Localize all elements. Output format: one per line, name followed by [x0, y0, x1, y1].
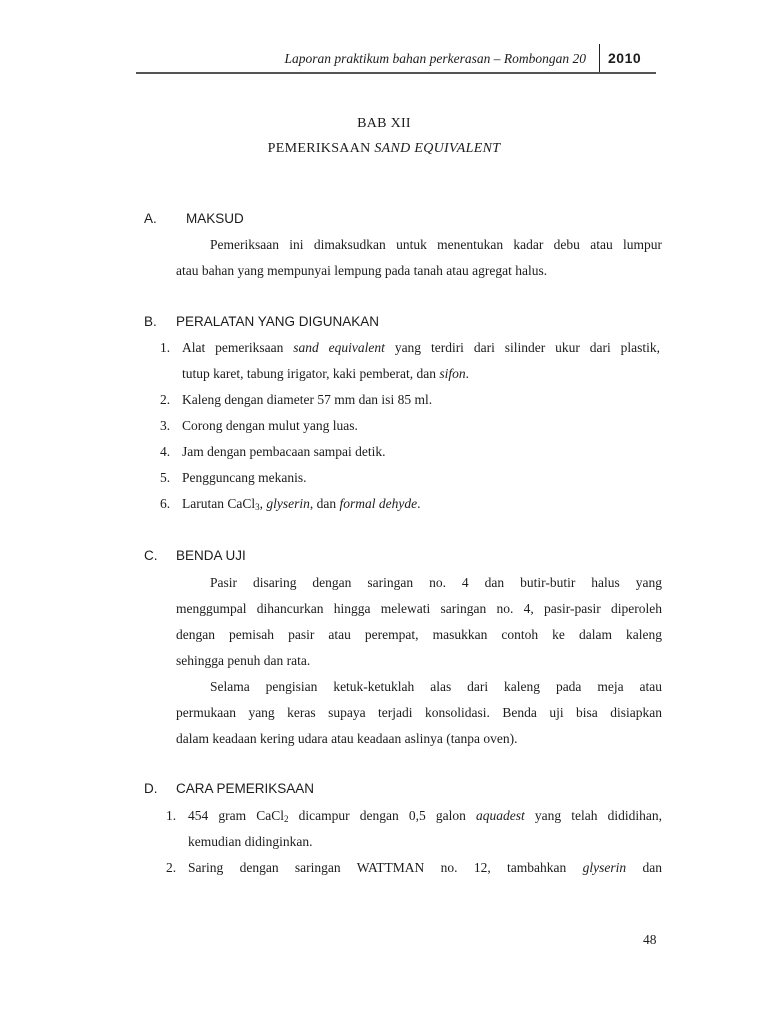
list-number: 1. [160, 340, 171, 355]
list-item: Pengguncang mekanis. [182, 470, 307, 485]
list-item-text: Larutan CaCl [182, 496, 256, 511]
header-title: Laporan praktikum bahan perkerasan – Rombongan 20 [284, 51, 586, 66]
list-number: 2. [160, 392, 171, 407]
list-item-continuation [182, 366, 469, 382]
paragraph-line: menggumpal dihancurkan hingga melewati saringan no. 4, pasir-pasir diperoleh [176, 601, 662, 616]
header-separator [599, 44, 600, 72]
list-item-text: tutup karet, tabung irigator, kaki pemberat, dan [182, 366, 437, 381]
header-year: 2010 [608, 50, 642, 66]
list-item-text: , [259, 496, 263, 511]
list-item-text: dan [642, 860, 663, 875]
list-item-italic: glyserin [582, 860, 627, 875]
list-item-italic: glyserin [266, 496, 310, 511]
list-item-text: . [417, 496, 421, 511]
section-title: MAKSUD [186, 211, 244, 226]
section-letter: C. [144, 548, 158, 563]
header-rule [136, 72, 656, 74]
list-item-text: yang terdiri dari silinder ukur dari plastik, [394, 340, 661, 355]
list-number: 1. [166, 808, 177, 823]
list-item-text: Saring dengan saringan WATTMAN no. 12, tambahkan [188, 860, 567, 875]
list-item-text: , dan [309, 496, 337, 511]
list-item-text: 454 gram CaCl [188, 808, 284, 823]
list-item-text: Alat pemeriksaan [182, 340, 284, 355]
list-item-text: . [465, 366, 470, 381]
section-a-line-2: atau bahan yang mempunyai lempung pada tanah atau agregat halus. [176, 263, 548, 278]
list-number: 6. [160, 496, 171, 511]
list-item-italic: aquadest [476, 808, 525, 823]
list-item-italic: sifon [439, 366, 466, 381]
section-d-heading [144, 781, 544, 799]
list-item [182, 496, 420, 512]
list-item-text: yang telah dididihan, [534, 808, 662, 823]
list-item-italic: sand equivalent [293, 340, 385, 355]
subscript: 2 [284, 814, 289, 824]
section-c-heading [144, 548, 544, 566]
list-item: Kaleng dengan diameter 57 mm dan isi 85 ml. [182, 392, 433, 407]
list-item: Jam dengan pembacaan sampai detik. [182, 444, 386, 459]
chapter-title [0, 141, 768, 157]
subscript: 3 [255, 502, 260, 512]
paragraph-line: dengan pemisah pasir atau perempat, masukkan contoh ke dalam kaleng [176, 627, 662, 642]
paragraph-line: sehingga penuh dan rata. [176, 653, 311, 668]
paragraph-line: Pasir disaring dengan saringan no. 4 dan butir-butir halus yang [210, 575, 662, 590]
section-letter: D. [144, 781, 158, 796]
chapter-title-prefix: PEMERIKSAAN [267, 141, 371, 156]
list-number: 3. [160, 418, 171, 433]
section-a-heading [144, 211, 544, 229]
list-item-italic: formal dehyde [339, 496, 418, 511]
list-number: 2. [166, 860, 177, 875]
list-number: 4. [160, 444, 171, 459]
section-a-line-1: Pemeriksaan ini dimaksudkan untuk menentukan kadar debu atau lumpur [210, 237, 662, 252]
list-item-text: dicampur dengan 0,5 galon [288, 808, 466, 823]
chapter-title-italic: SAND EQUIVALENT [374, 141, 501, 156]
section-title: BENDA UJI [176, 548, 246, 563]
list-item-continuation: kemudian didinginkan. [188, 834, 313, 849]
section-letter: A. [144, 211, 157, 226]
paragraph-line: dalam keadaan kering udara atau keadaan aslinya (tanpa oven). [176, 731, 518, 746]
chapter-number: BAB XII [357, 116, 411, 131]
page-header [136, 44, 656, 74]
list-item [188, 860, 662, 876]
list-number: 5. [160, 470, 171, 485]
list-item [182, 340, 660, 356]
paragraph-line: Selama pengisian ketuk-ketuklah alas dari kaleng pada meja atau [210, 679, 662, 694]
page-number: 48 [643, 932, 657, 947]
section-letter: B. [144, 314, 157, 329]
section-b-heading [144, 314, 544, 332]
section-title: PERALATAN YANG DIGUNAKAN [176, 314, 380, 329]
list-item [188, 808, 662, 824]
paragraph-line: permukaan yang keras supaya terjadi konsolidasi. Benda uji bisa disiapkan [176, 705, 662, 720]
section-title: CARA PEMERIKSAAN [176, 781, 315, 796]
list-item: Corong dengan mulut yang luas. [182, 418, 358, 433]
